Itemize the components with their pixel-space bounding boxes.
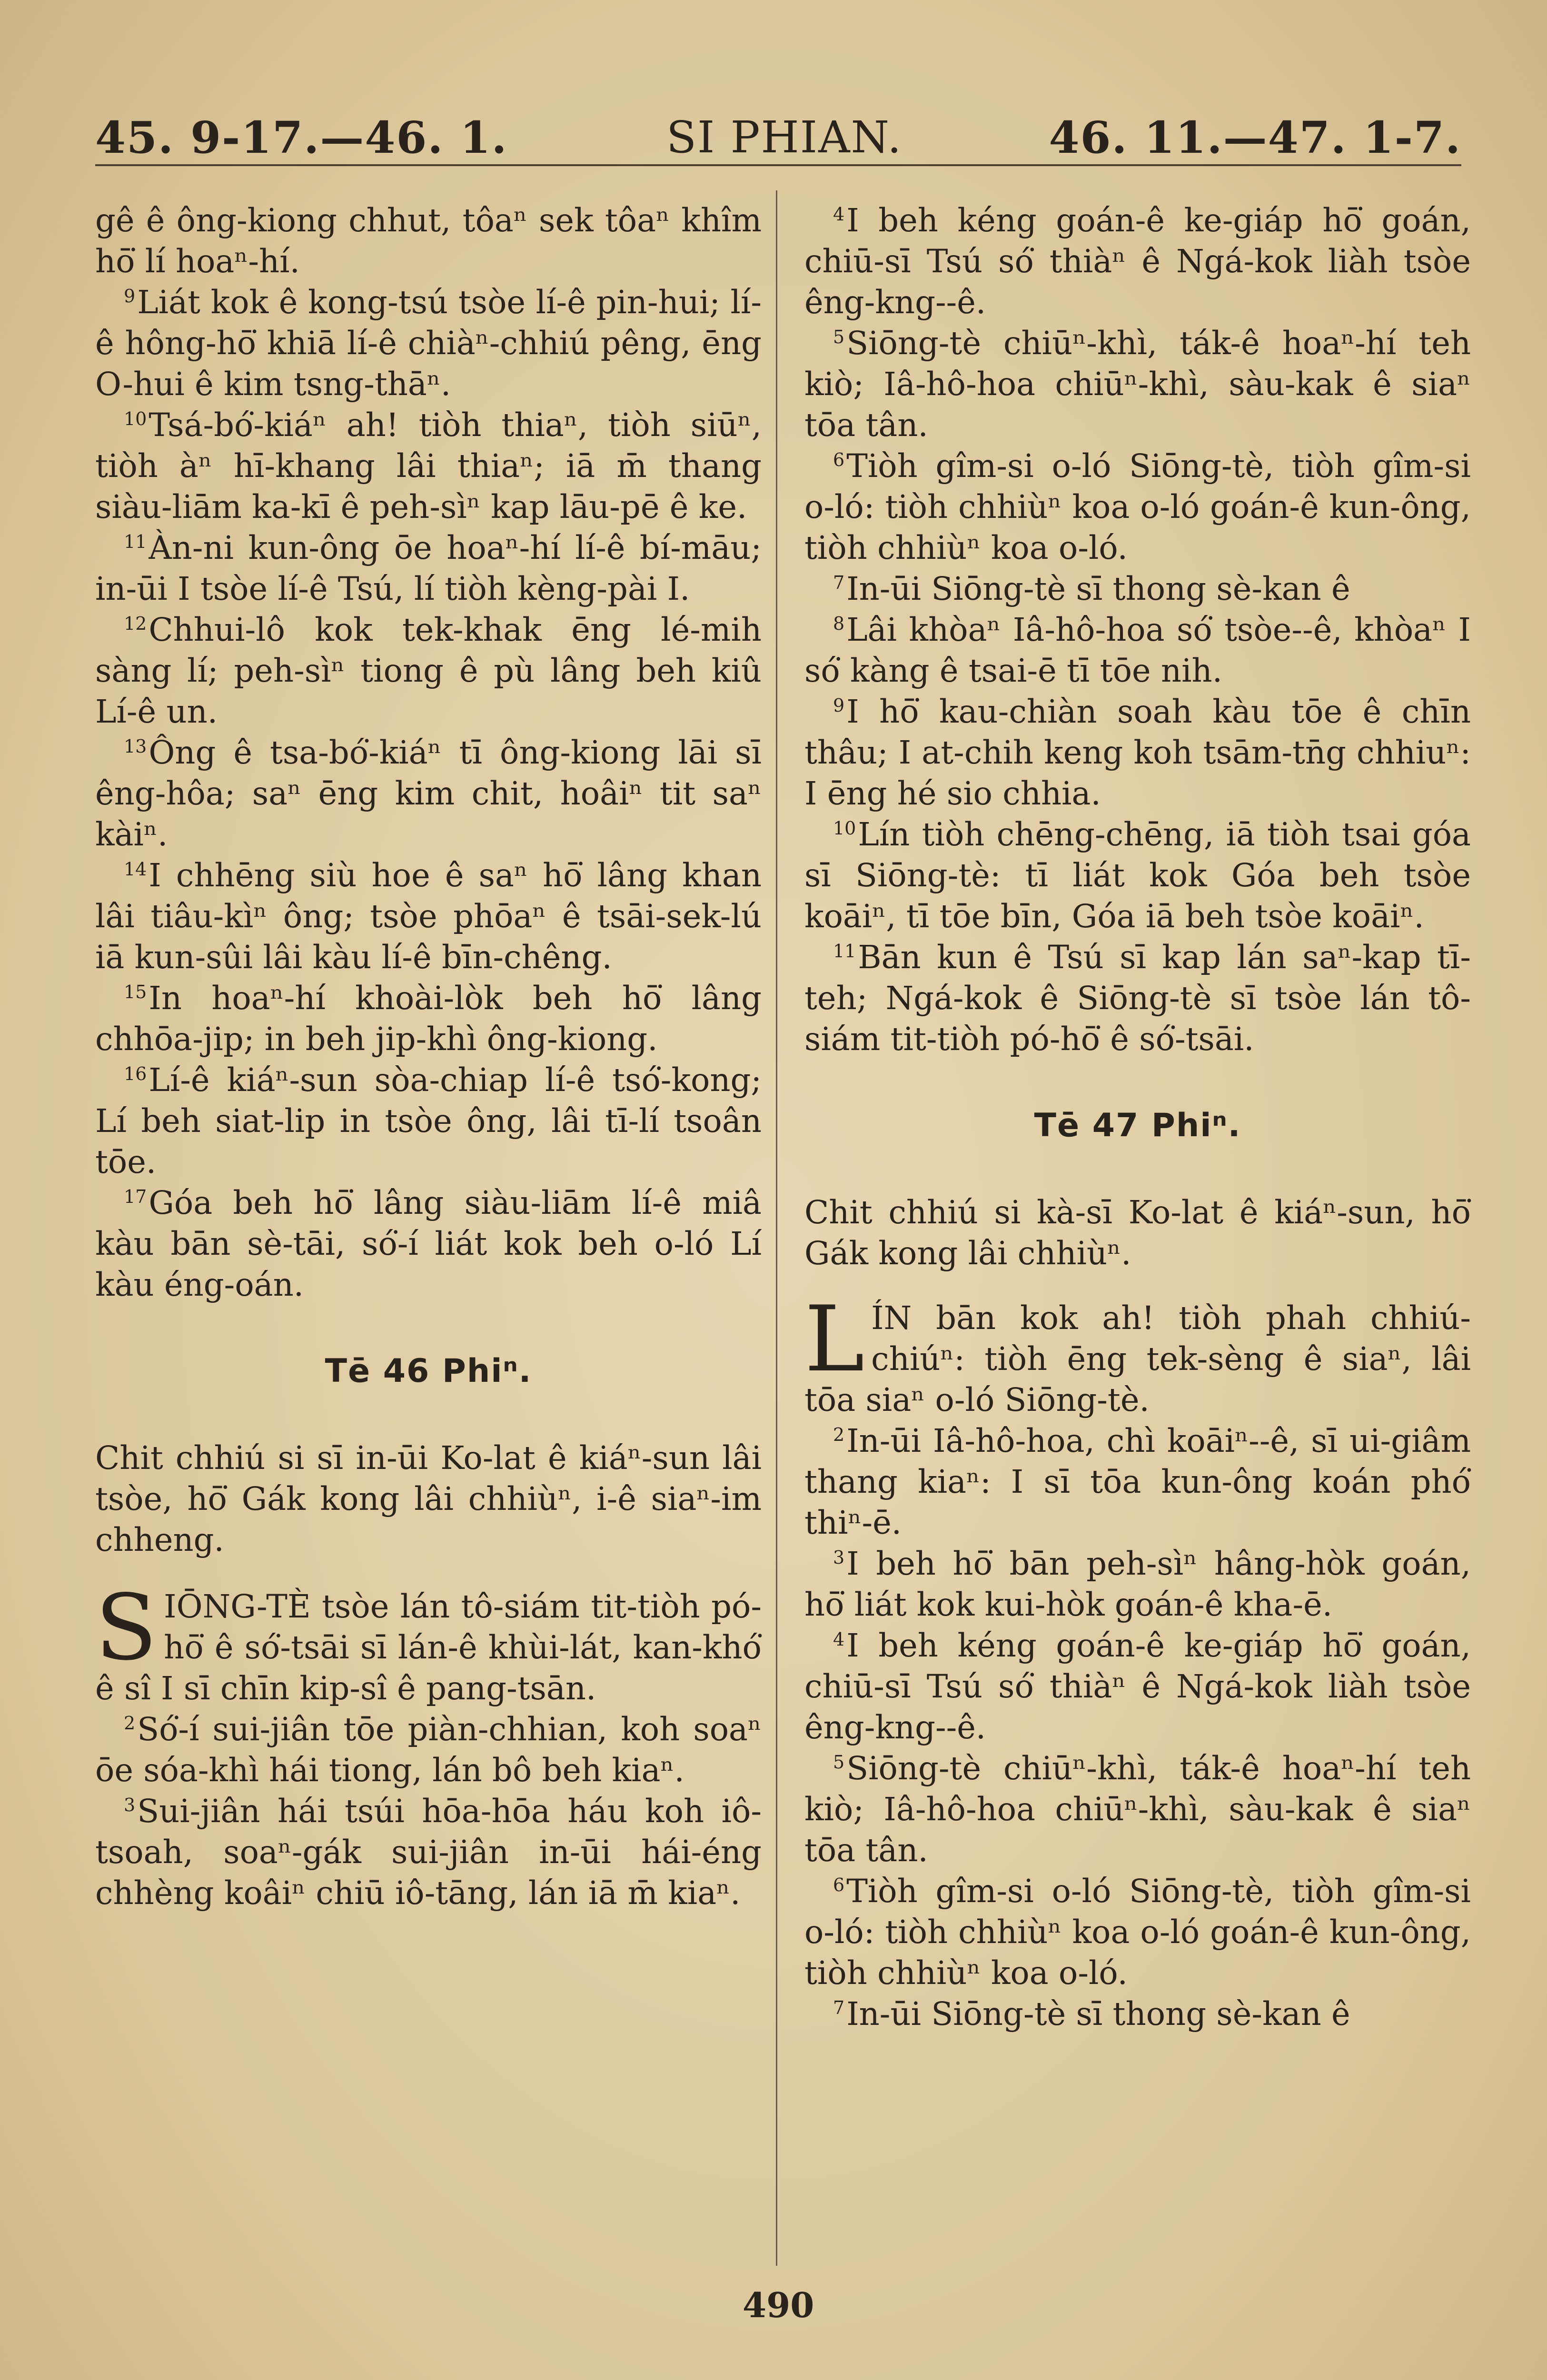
- verse-text: In-ūi Siōng-tè sī thong sè-kan ê: [846, 570, 1350, 607]
- verse-46-7: [804, 568, 1471, 609]
- verse-47-2: [804, 1420, 1471, 1543]
- right-column: [804, 200, 1471, 2034]
- verse-47-3: [804, 1543, 1471, 1625]
- chapter-heading: Tē 46 Phiⁿ.: [325, 1352, 532, 1390]
- verse-text: Bān kun ê Tsú sī kap lán saⁿ-kap tī-teh; Ngá-kok ê Siōng-tè sī tsòe lán tô-siám tit-tiòh pó-hō͘ ê só͘-tsāi.: [804, 939, 1471, 1058]
- verse-46-11: [804, 937, 1471, 1060]
- header-rule: [95, 164, 1461, 166]
- left-column: [95, 200, 762, 1914]
- verse-number: 4: [833, 203, 845, 225]
- verse-text: Chhui-lô kok tek-khak ēng lé-mih sàng lí; peh-sìⁿ tiong ê pù lâng beh kiû Lí-ê un.: [95, 611, 762, 730]
- verse-text: Liát kok ê kong-tsú tsòe lí-ê pin-hui; lí-ê hông-hō͘ khiā lí-ê chiàⁿ-chhiú pêng, ēng O-hui ê kim tsng-thāⁿ.: [95, 284, 762, 403]
- verse-number: 11: [833, 940, 856, 962]
- chapter-summary: Chit chhiú si kà-sī Ko-lat ê kiáⁿ-sun, hō͘ Gák kong lâi chhiùⁿ.: [804, 1194, 1471, 1272]
- verse-number: 2: [124, 1712, 136, 1734]
- verse-number: 3: [124, 1794, 136, 1815]
- verse-number: 7: [833, 572, 845, 593]
- verse-number: 16: [124, 1063, 147, 1084]
- verse-45-10: [95, 405, 762, 527]
- verse-46-6: [804, 446, 1471, 568]
- verse-number: 7: [833, 1997, 845, 2018]
- verse-text: In-ūi Iâ-hô-hoa, chì koāiⁿ--ê, sī ui-giâm thang kiaⁿ: I sī tōa kun-ông koán phó͘ thiⁿ-ē.: [804, 1422, 1471, 1541]
- verse-text: In hoaⁿ-hí khoài-lòk beh hō͘ lâng chhōa-jip; in beh jip-khì ông-kiong.: [95, 980, 762, 1058]
- verse-text: I hō͘ kau-chiàn soah kàu tōe ê chīn thâu; I at-chih keng koh tsām-tn̄g chhiuⁿ: I ēng hé sio chhia.: [804, 693, 1471, 812]
- verse-47-5: [804, 1748, 1471, 1871]
- verse-number: 17: [124, 1186, 147, 1207]
- header-left-reference: 45. 9-17.—46. 1.: [95, 112, 508, 163]
- verse-46-4: [804, 200, 1471, 323]
- verse-text: Tiòh gîm-si o-ló Siōng-tè, tiòh gîm-si o-ló: tiòh chhiùⁿ koa o-ló goán-ê kun-ông, tiòh chhiùⁿ koa o-ló.: [804, 447, 1471, 566]
- verse-text: ÍN bān kok ah! tiòh phah chhiú-chiúⁿ: tiòh ēng tek-sèng ê siaⁿ, lâi tōa siaⁿ o-ló Siōng-tè.: [804, 1299, 1471, 1418]
- verse-number: 8: [833, 613, 845, 634]
- verse-text: Sui-jiân hái tsúi hōa-hōa háu koh iô-tsoah, soaⁿ-gák sui-jiân in-ūi hái-éng chhèng koâiⁿ chiū iô-tāng, lán iā m̄ kiaⁿ.: [95, 1793, 762, 1912]
- verse-text: Tsá-bó͘-kiáⁿ ah! tiòh thiaⁿ, tiòh siūⁿ, tiòh àⁿ hī-khang lâi thiaⁿ; iā m̄ thang siàu-liām ka-kī ê peh-sìⁿ kap lāu-pē ê ke.: [95, 407, 762, 526]
- verse-number: 4: [833, 1628, 845, 1650]
- verse-47-6: [804, 1871, 1471, 1993]
- chapter-heading: Tē 47 Phiⁿ.: [1034, 1107, 1241, 1144]
- verse-text: Siōng-tè chiūⁿ-khì, ták-ê hoaⁿ-hí teh kiò; Iâ-hô-hoa chiūⁿ-khì, sàu-kak ê siaⁿ tōa tân.: [804, 1750, 1471, 1869]
- verse-46-10: [804, 814, 1471, 937]
- verse-text: IŌNG-TÈ tsòe lán tô-siám tit-tiòh pó-hō͘ ê só͘-tsāi sī lán-ê khùi-lát, kan-khó͘ ê sî I sī chīn kip-sî ê pang-tsān.: [95, 1588, 762, 1707]
- chapter-summary: Chit chhiú si sī in-ūi Ko-lat ê kiáⁿ-sun lâi tsòe, hō͘ Gák kong lâi chhiùⁿ, i-ê siaⁿ-im chheng.: [95, 1439, 762, 1558]
- verse-text: Tiòh gîm-si o-ló Siōng-tè, tiòh gîm-si o-ló: tiòh chhiùⁿ koa o-ló goán-ê kun-ông, tiòh chhiùⁿ koa o-ló.: [804, 1873, 1471, 1992]
- column-divider: [776, 190, 777, 2266]
- verse-text: Siōng-tè chiūⁿ-khì, ták-ê hoaⁿ-hí teh kiò; Iâ-hô-hoa chiūⁿ-khì, sàu-kak ê siaⁿ tōa tân.: [804, 325, 1471, 444]
- verse-number: 12: [124, 613, 147, 634]
- page-number: 490: [743, 2285, 814, 2325]
- header-right-reference: 46. 11.—47. 1-7.: [1049, 112, 1461, 163]
- verse-46-8: [804, 609, 1471, 691]
- verse-47-1: [804, 1287, 1471, 1420]
- verse-text: Góa beh hō͘ lâng siàu-liām lí-ê miâ kàu bān sè-tāi, só͘-í liát kok beh o-ló Lí kàu éng-oán.: [95, 1184, 762, 1303]
- verse-continuation: gê ê ông-kiong chhut, tôaⁿ sek tôaⁿ khîm hō͘ lí hoaⁿ-hí.: [95, 202, 762, 280]
- header-book-title: SI PHIAN.: [666, 112, 902, 163]
- verse-number: 14: [124, 858, 147, 880]
- verse-46-3: [95, 1791, 762, 1914]
- verse-45-12: [95, 609, 762, 732]
- drop-cap: S: [95, 1575, 158, 1680]
- verse-text: Lín tiòh chēng-chēng, iā tiòh tsai góa sī Siōng-tè: tī liát kok Góa beh tsòe koāiⁿ, tī tōe bīn, Góa iā beh tsòe koāiⁿ.: [804, 816, 1471, 935]
- verse-number: 10: [124, 408, 147, 429]
- verse-number: 9: [833, 694, 845, 716]
- verse-45-14: [95, 855, 762, 978]
- verse-text: Só͘-í sui-jiân tōe piàn-chhian, koh soaⁿ ōe sóa-khì hái tiong, lán bô beh kiaⁿ.: [95, 1711, 762, 1789]
- verse-number: 6: [833, 1874, 845, 1895]
- verse-46-1: [95, 1575, 762, 1709]
- verse-text: I beh kéng goán-ê ke-giáp hō͘ goán, chiū-sī Tsú só͘ thiàⁿ ê Ngá-kok liàh tsòe êng-kng--ê.: [804, 1627, 1471, 1746]
- verse-45-11: [95, 527, 762, 609]
- verse-text: In-ūi Siōng-tè sī thong sè-kan ê: [846, 1995, 1350, 2033]
- verse-45-16: [95, 1060, 762, 1182]
- verse-text: I beh kéng goán-ê ke-giáp hō͘ goán, chiū-sī Tsú só͘ thiàⁿ ê Ngá-kok liàh tsòe êng-kng--ê.: [804, 202, 1471, 321]
- verse-47-7: [804, 1993, 1471, 2034]
- verse-45-15: [95, 978, 762, 1060]
- verse-number: 3: [833, 1547, 845, 1568]
- verse-text: I beh hō͘ bān peh-sìⁿ hâng-hòk goán, hō͘ liát kok kui-hòk goán-ê kha-ē.: [804, 1545, 1471, 1623]
- verse-number: 10: [833, 817, 856, 839]
- verse-number: 5: [833, 1751, 845, 1773]
- verse-number: 2: [833, 1424, 845, 1445]
- verse-45-17: [95, 1182, 762, 1305]
- verse-number: 13: [124, 735, 147, 757]
- verse-46-2: [95, 1709, 762, 1791]
- verse-45-9: [95, 282, 762, 405]
- verse-text: Àn-ni kun-ông ōe hoaⁿ-hí lí-ê bí-māu; in-ūi I tsòe lí-ê Tsú, lí tiòh kèng-pài I.: [95, 529, 762, 607]
- verse-text: Lâi khòaⁿ Iâ-hô-hoa só͘ tsòe--ê, khòaⁿ I só͘ kàng ê tsai-ē tī tōe nih.: [804, 611, 1471, 689]
- verse-46-9: [804, 691, 1471, 814]
- verse-46-5: [804, 323, 1471, 446]
- verse-text: Ông ê tsa-bó͘-kiáⁿ tī ông-kiong lāi sī êng-hôa; saⁿ ēng kim chit, hoâiⁿ tit saⁿ kàiⁿ.: [95, 734, 762, 853]
- verse-47-4: [804, 1625, 1471, 1748]
- verse-text: Lí-ê kiáⁿ-sun sòa-chiap lí-ê tsó͘-kong; Lí beh siat-lip in tsòe ông, lâi tī-lí tsoân tōe.: [95, 1061, 762, 1180]
- verse-number: 6: [833, 449, 845, 470]
- running-header: [95, 102, 1461, 163]
- verse-45-13: [95, 732, 762, 855]
- verse-number: 5: [833, 326, 845, 347]
- verse-number: 15: [124, 981, 147, 1002]
- drop-cap: L: [804, 1287, 865, 1392]
- verse-number: 11: [124, 531, 147, 552]
- verse-number: 9: [124, 285, 136, 307]
- verse-text: I chhēng siù hoe ê saⁿ hō͘ lâng khan lâi tiâu-kìⁿ ông; tsòe phōaⁿ ê tsāi-sek-lú iā kun-sûi lâi kàu lí-ê bīn-chêng.: [95, 857, 762, 976]
